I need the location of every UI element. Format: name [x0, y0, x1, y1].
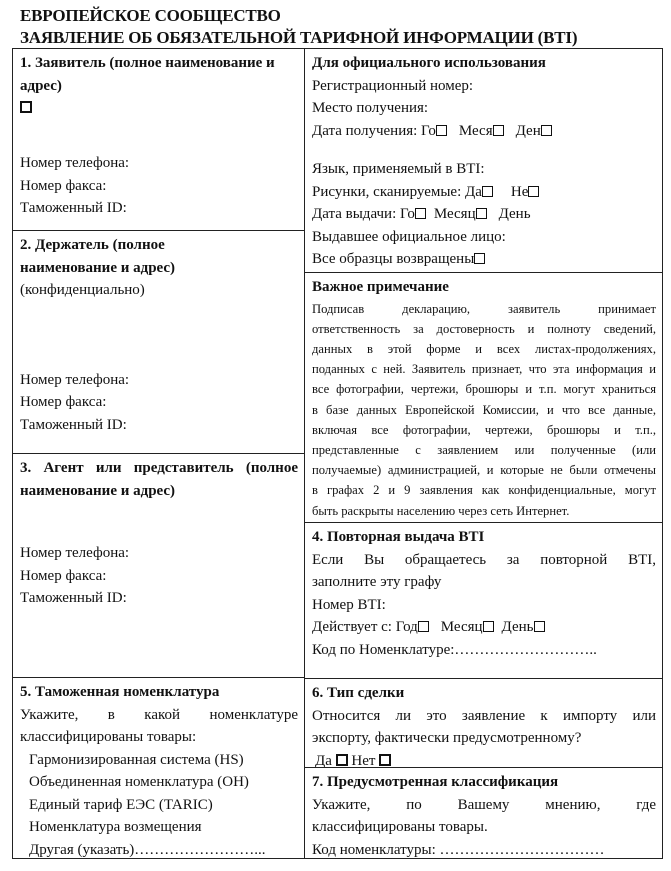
note-line: все фотографии, чертежи, брошюры и т.п. могут храниться	[312, 382, 656, 397]
note-line: Подписав декларацию, заявитель принимает	[312, 301, 656, 316]
valid-from-month-checkbox[interactable]	[483, 621, 494, 632]
issue-date-month-label: Месяц	[433, 206, 476, 222]
box-5-title: 5. Таможенная номенклатура	[20, 684, 220, 700]
box-6-transaction-type	[305, 678, 662, 768]
box-1-phone[interactable]: Номер телефона:	[20, 155, 130, 171]
box-2-title-2: наименование и адрес)	[20, 259, 176, 276]
box-2-phone[interactable]: Номер телефона:	[20, 371, 130, 388]
official-use-section	[305, 49, 662, 273]
registration-number: Регистрационный номер:	[312, 77, 474, 94]
drawings-no-checkbox[interactable]	[528, 186, 539, 197]
no-label: Нет	[351, 752, 376, 769]
box-1-customs-id[interactable]: Таможенный ID:	[20, 200, 127, 216]
date-received-month-label: Меся	[458, 122, 493, 139]
form-title: ЗАЯВЛЕНИЕ ОБ ОБЯЗАТЕЛЬНОЙ ТАРИФНОЙ ИНФОРМАЦИИ (BTI)	[20, 28, 578, 47]
yes-label: Да	[315, 752, 332, 769]
valid-from-day-checkbox[interactable]	[534, 621, 545, 632]
official-use-title: Для официального использования	[312, 55, 546, 71]
box-7-title: 7. Предусмотренная классификация	[312, 774, 559, 790]
important-note-section	[305, 272, 662, 523]
note-line: представленные с заявлением или полученные (или	[312, 442, 656, 457]
valid-from-month-label: Месяц	[440, 619, 483, 635]
box-3-phone[interactable]: Номер телефона:	[20, 545, 130, 561]
transaction-no-checkbox[interactable]	[379, 754, 391, 766]
box-3-title-2: наименование и адрес)	[20, 482, 176, 499]
nomenclature-option-hs[interactable]: Гармонизированная система (HS)	[29, 751, 244, 768]
drawings-scanned-label: Рисунки, сканируемые: Да	[312, 183, 482, 200]
samples-returned-checkbox[interactable]	[474, 253, 485, 264]
nomenclature-option-taric[interactable]: Единый тариф ЕЭС (TARIC)	[29, 796, 213, 813]
issue-date-year-checkbox[interactable]	[415, 208, 426, 219]
place-received: Место получения:	[312, 100, 429, 116]
box-2-customs-id[interactable]: Таможенный ID:	[20, 416, 127, 433]
note-line: в графах 2 и 9 заявления как конфиденциальные, могут	[312, 483, 656, 498]
date-received-day-checkbox[interactable]	[541, 125, 552, 136]
date-received-month-checkbox[interactable]	[493, 125, 504, 136]
drawings-yes-checkbox[interactable]	[482, 186, 493, 197]
samples-returned-row	[312, 248, 656, 271]
box-1-title: 1. Заявитель (полное наименование и	[20, 55, 275, 71]
issue-date-label: Дата выдачи: Го	[312, 206, 415, 222]
nomenclature-option-refund[interactable]: Номенклатура возмещения	[29, 819, 202, 835]
box-5-customs-nomenclature	[13, 677, 304, 859]
note-line: получаемые) администрацией, и которые не были отмечены	[312, 463, 656, 478]
transaction-yes-checkbox[interactable]	[336, 754, 348, 766]
box-1-title-2: адрес)	[20, 77, 62, 94]
important-note-title: Важное примечание	[312, 279, 449, 295]
box-3-title: 3. Агент или представитель (полное	[20, 460, 298, 476]
box-4-text: Если Вы обращаетесь за повторной BTI,	[312, 551, 656, 568]
applicant-checkbox[interactable]	[20, 101, 32, 113]
drawings-no-label: Не	[510, 183, 529, 200]
box-2-confidential: (конфиденциально)	[20, 282, 145, 298]
bti-number[interactable]: Номер BTI:	[312, 596, 386, 613]
note-line: в базе данных Европейской Комиссии, и что все данные,	[312, 402, 656, 417]
issue-date-month-checkbox[interactable]	[476, 208, 487, 219]
box-2-fax[interactable]: Номер факса:	[20, 394, 107, 410]
box-2-title: 2. Держатель (полное	[20, 237, 165, 253]
box-4-text-2: заполните эту графу	[312, 574, 442, 590]
date-received-label: Дата получения: Го	[312, 122, 436, 139]
box-1-applicant	[13, 49, 304, 231]
box-6-title: 6. Тип сделки	[312, 685, 405, 701]
box-3-customs-id[interactable]: Таможенный ID:	[20, 590, 127, 606]
issue-date-day-label: День	[498, 206, 531, 222]
nomenclature-code-field[interactable]: Код по Номенклатуре:………………………..	[312, 641, 597, 658]
note-line: включая все фотографии, чертежи, брошюры и т.п.,	[312, 422, 656, 437]
box-5-text-2: классифицированы товары:	[20, 729, 197, 745]
note-line: ответственность за достоверность и полноту сведений,	[312, 321, 656, 336]
important-note-text	[312, 299, 656, 521]
nomenclature-option-other[interactable]: Другая (указать)……………………...	[29, 841, 266, 858]
box-5-text: Укажите, в какой номенклатуре	[20, 706, 298, 723]
note-line: поданных с ней. Заявитель признает, что эта информация и	[312, 362, 656, 377]
date-received-day-label: Ден	[515, 122, 541, 139]
bti-language: Язык, применяемый в BTI:	[312, 161, 485, 177]
valid-from-row	[312, 616, 656, 639]
nomenclature-option-cn[interactable]: Объединенная номенклатура (ОН)	[29, 774, 249, 790]
valid-from-day-label: День	[501, 619, 534, 635]
box-4-title: 4. Повторная выдача BTI	[312, 529, 485, 545]
valid-from-label: Действует с: Год	[312, 619, 418, 635]
box-3-agent	[13, 453, 304, 678]
valid-from-year-checkbox[interactable]	[418, 621, 429, 632]
box-6-text-2: экспорту, фактически предусмотренному?	[312, 730, 582, 746]
box-6-text: Относится ли это заявление к импорту или	[312, 707, 656, 724]
date-received-row	[312, 120, 656, 143]
box-7-text-2: классифицированы товары.	[312, 819, 488, 835]
date-received-year-checkbox[interactable]	[436, 125, 447, 136]
box-7-text: Укажите, по Вашему мнению, где	[312, 796, 656, 813]
box-3-fax[interactable]: Номер факса:	[20, 567, 107, 584]
drawings-scanned-row	[312, 181, 656, 204]
samples-returned-label: Все образцы возвращены	[312, 251, 475, 267]
box-2-holder	[13, 230, 304, 454]
box-4-bti-reissue	[305, 522, 662, 679]
header-line-1: ЕВРОПЕЙСКОЕ СООБЩЕСТВО	[20, 6, 281, 25]
note-line: данных в этой форме и всех листах-продолжениях,	[312, 341, 656, 356]
bti-application-form	[12, 48, 663, 859]
note-line: быть раскрыты населению через сеть Интернет.	[312, 503, 570, 518]
box-7-code-field[interactable]: Код номенклатуры: ……………………………	[312, 841, 605, 858]
box-1-fax[interactable]: Номер факса:	[20, 177, 107, 194]
box-7-proposed-classification	[305, 767, 662, 858]
issue-date-row	[312, 203, 656, 226]
issuing-official: Выдавшее официальное лицо:	[312, 228, 506, 245]
